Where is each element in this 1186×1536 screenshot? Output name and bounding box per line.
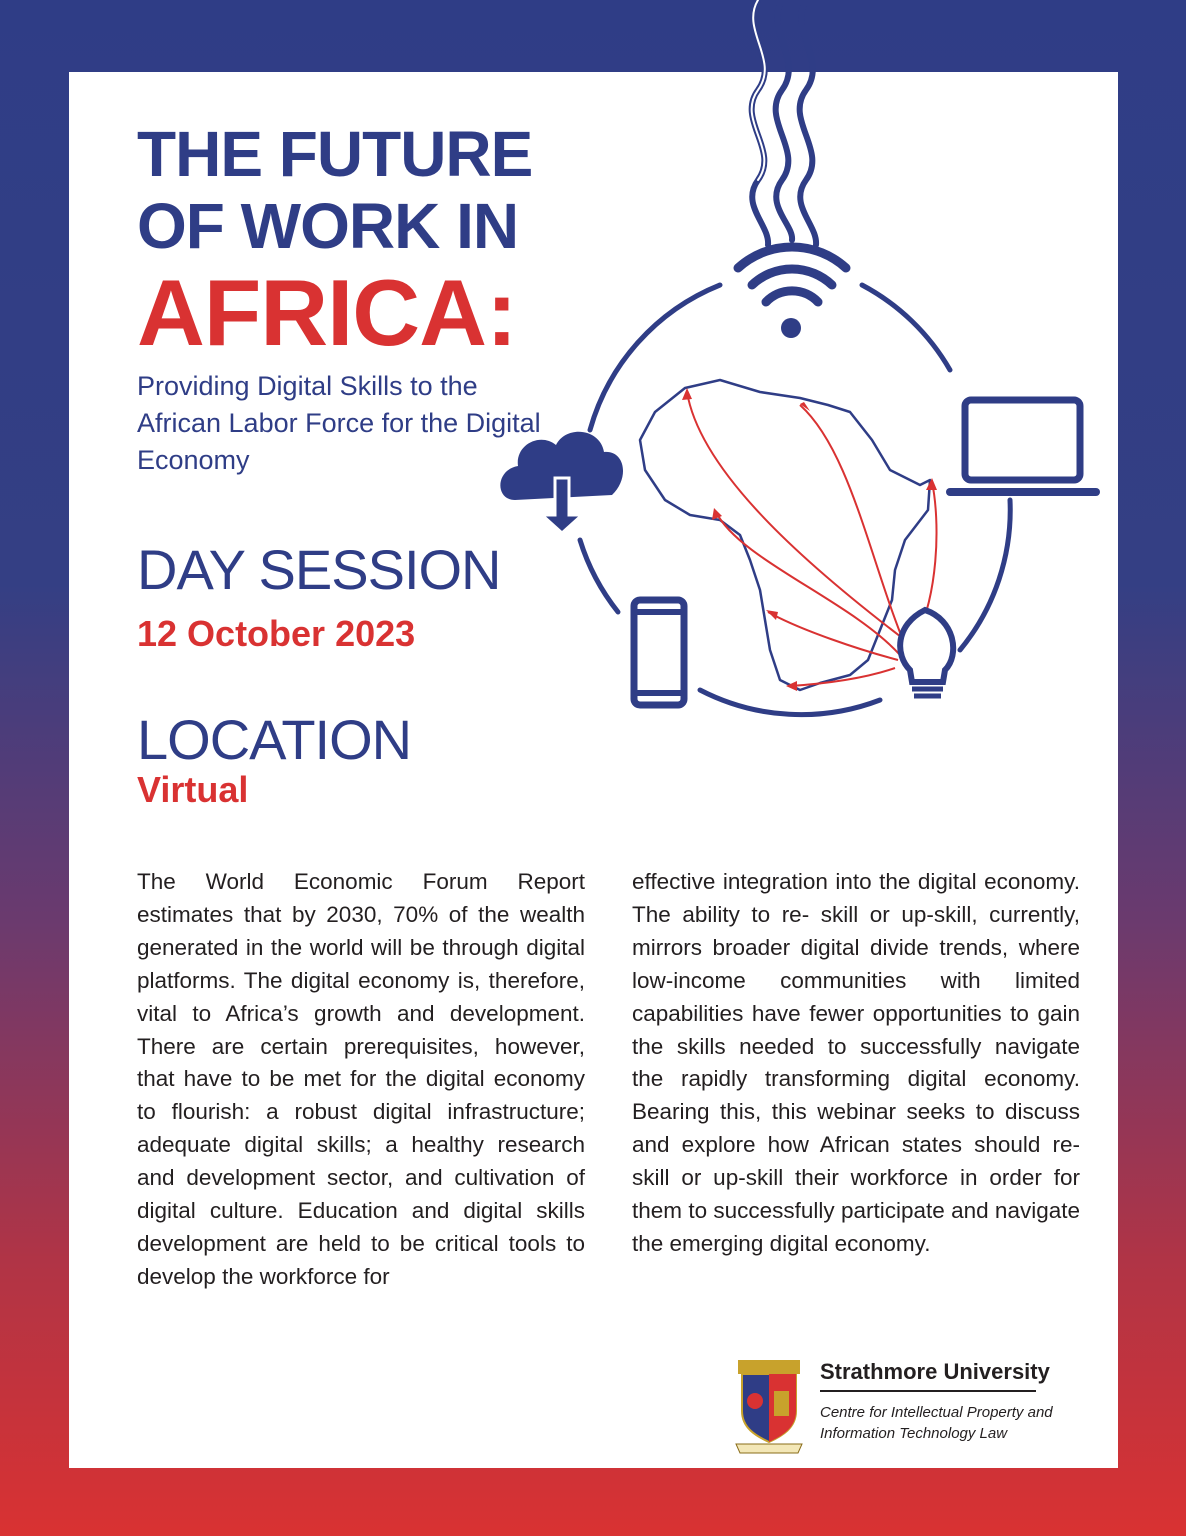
- wifi-icon: [738, 247, 846, 338]
- title-line-1: THE FUTURE: [137, 118, 533, 190]
- logo-divider: [820, 1390, 1036, 1392]
- wave-lines-icon: [752, 0, 816, 245]
- subtitle: Providing Digital Skills to the African Labor Force for the Digital Economy: [137, 371, 541, 475]
- department-name: Centre for Intellectual Property and Information Technology Law: [820, 1404, 1053, 1442]
- university-crest-icon: [734, 1356, 804, 1456]
- title-line-2: OF WORK IN: [137, 190, 519, 262]
- lightbulb-icon: [900, 610, 953, 696]
- location-heading: LOCATION: [137, 708, 412, 771]
- smartphone-icon: [634, 600, 684, 705]
- title-line-3: AFRICA:: [137, 260, 517, 365]
- body-column-2: effective integration into the digital economy. The ability to re- skill or up-skill, currently, mirrors broader digital divide trends, where low-income communities with limited capabilities have fewer opportunities to gain the skills needed to successfully navigate the rapidly transforming digital economy. Bearing this, this webinar seeks to discuss and explore how African states should re-skill or up-skill their workforce in order for them to successfully participate and navigate the emerging digital economy.: [632, 869, 1080, 1256]
- university-name: Strathmore University: [820, 1359, 1050, 1384]
- laptop-icon: [950, 400, 1096, 492]
- session-heading: DAY SESSION: [137, 538, 501, 601]
- digital-africa-graphic: [496, 0, 1186, 740]
- session-date: 12 October 2023: [137, 613, 416, 654]
- location-value: Virtual: [137, 769, 249, 810]
- body-column-1: The World Economic Forum Report estimates that by 2030, 70% of the wealth generated in the world will be through digital platforms. The digital economy is, therefore, vital to Africa’s growth and development. There are certain prerequisites, however, that have to be met for the digital economy to flourish: a robust digital infrastructure; adequate digital skills; a healthy research and development sector, and cultivation of digital culture. Education and digital skills development are held to be critical tools to develop the workforce for: [137, 869, 585, 1289]
